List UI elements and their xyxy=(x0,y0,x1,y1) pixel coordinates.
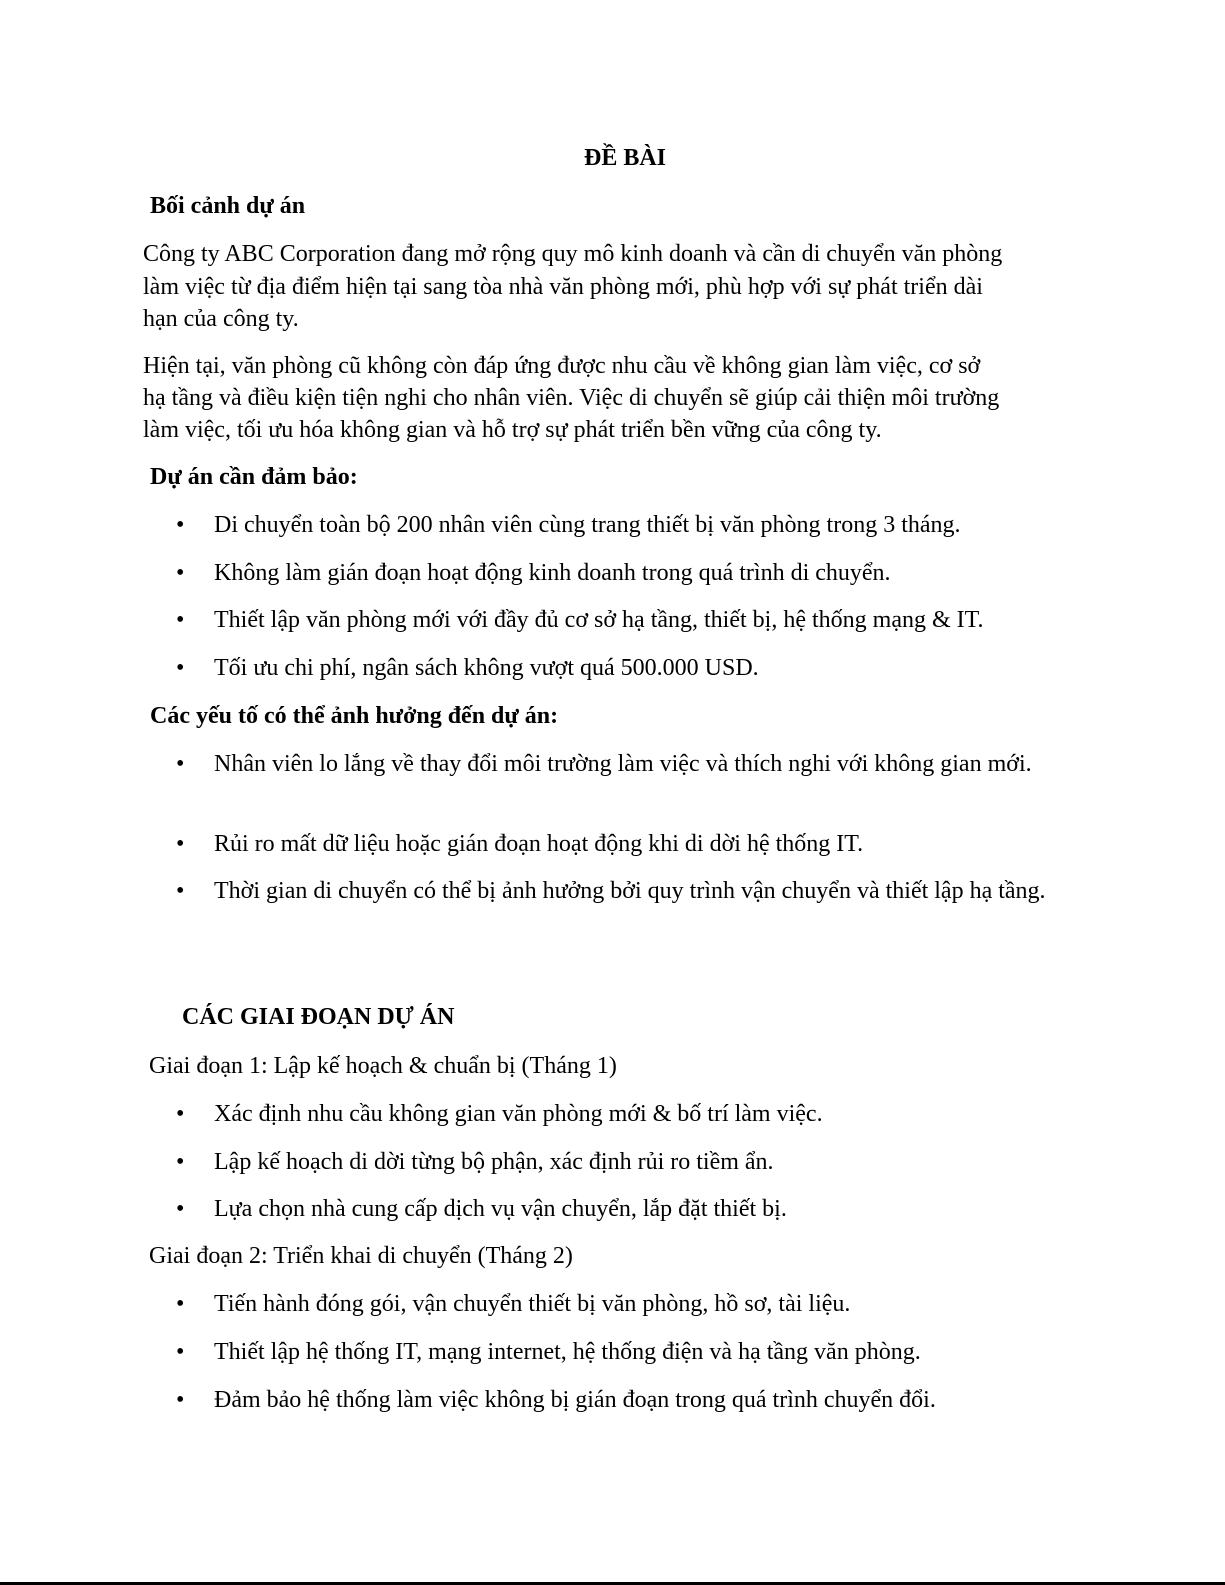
bullet-icon: • xyxy=(176,607,185,633)
bullet-icon: • xyxy=(176,831,185,857)
bullet-icon: • xyxy=(176,560,185,586)
context-para1-line: Công ty ABC Corporation đang mở rộng quy mô kinh doanh và cần di chuyển văn phòng xyxy=(143,241,1003,267)
bullet-icon: • xyxy=(176,751,185,777)
factor-item: Nhân viên lo lắng về thay đổi môi trường làm việc và thích nghi với không gian mới. xyxy=(214,751,1032,777)
phase2-item: Đảm bảo hệ thống làm việc không bị gián đoạn trong quá trình chuyển đổi. xyxy=(214,1387,936,1413)
bullet-icon: • xyxy=(176,1387,185,1413)
context-para1-line: làm việc từ địa điểm hiện tại sang tòa nhà văn phòng mới, phù hợp với sự phát triển dài xyxy=(143,274,983,300)
bullet-icon: • xyxy=(176,1291,185,1317)
factors-heading: Các yếu tố có thể ảnh hưởng đến dự án: xyxy=(150,703,559,729)
phase1-item: Lập kế hoạch di dời từng bộ phận, xác định rủi ro tiềm ẩn. xyxy=(214,1149,774,1175)
phase1-item: Xác định nhu cầu không gian văn phòng mới & bố trí làm việc. xyxy=(214,1101,823,1127)
phase2-item: Thiết lập hệ thống IT, mạng internet, hệ thống điện và hạ tầng văn phòng. xyxy=(214,1339,921,1365)
phase1-item: Lựa chọn nhà cung cấp dịch vụ vận chuyển, lắp đặt thiết bị. xyxy=(214,1196,787,1222)
factor-item: Rủi ro mất dữ liệu hoặc gián đoạn hoạt động khi di dời hệ thống IT. xyxy=(214,831,864,857)
context-para2-line: Hiện tại, văn phòng cũ không còn đáp ứng được nhu cầu về không gian làm việc, cơ sở xyxy=(143,353,981,379)
bullet-icon: • xyxy=(176,655,185,681)
bullet-icon: • xyxy=(176,1196,185,1222)
requirement-item: Không làm gián đoạn hoạt động kinh doanh trong quá trình di chuyển. xyxy=(214,560,891,586)
context-heading: Bối cảnh dự án xyxy=(150,193,306,219)
bullet-icon: • xyxy=(176,1101,185,1127)
bullet-icon: • xyxy=(176,512,185,538)
bullet-icon: • xyxy=(176,878,185,904)
requirement-item: Tối ưu chi phí, ngân sách không vượt quá 500.000 USD. xyxy=(214,655,759,681)
bullet-icon: • xyxy=(176,1339,185,1365)
context-para2-line: làm việc, tối ưu hóa không gian và hỗ trợ sự phát triển bền vững của công ty. xyxy=(143,417,882,443)
factor-item: Thời gian di chuyển có thể bị ảnh hưởng bởi quy trình vận chuyển và thiết lập hạ tầng. xyxy=(214,878,1046,904)
requirement-item: Di chuyển toàn bộ 200 nhân viên cùng trang thiết bị văn phòng trong 3 tháng. xyxy=(214,512,961,538)
requirements-heading: Dự án cần đảm bảo: xyxy=(150,464,358,490)
page-title: ĐỀ BÀI xyxy=(583,145,667,171)
phase1-label: Giai đoạn 1: Lập kế hoạch & chuẩn bị (Tháng 1) xyxy=(149,1053,617,1079)
context-para1-line: hạn của công ty. xyxy=(143,306,299,332)
bullet-icon: • xyxy=(176,1149,185,1175)
phase2-item: Tiến hành đóng gói, vận chuyển thiết bị văn phòng, hồ sơ, tài liệu. xyxy=(214,1291,851,1317)
phase2-label: Giai đoạn 2: Triển khai di chuyển (Tháng 2) xyxy=(149,1243,573,1269)
context-para2-line: hạ tầng và điều kiện tiện nghi cho nhân viên. Việc di chuyển sẽ giúp cải thiện môi trường xyxy=(143,385,1000,411)
requirement-item: Thiết lập văn phòng mới với đầy đủ cơ sở hạ tầng, thiết bị, hệ thống mạng & IT. xyxy=(214,607,984,633)
phases-heading: CÁC GIAI ĐOẠN DỰ ÁN xyxy=(182,1004,455,1030)
